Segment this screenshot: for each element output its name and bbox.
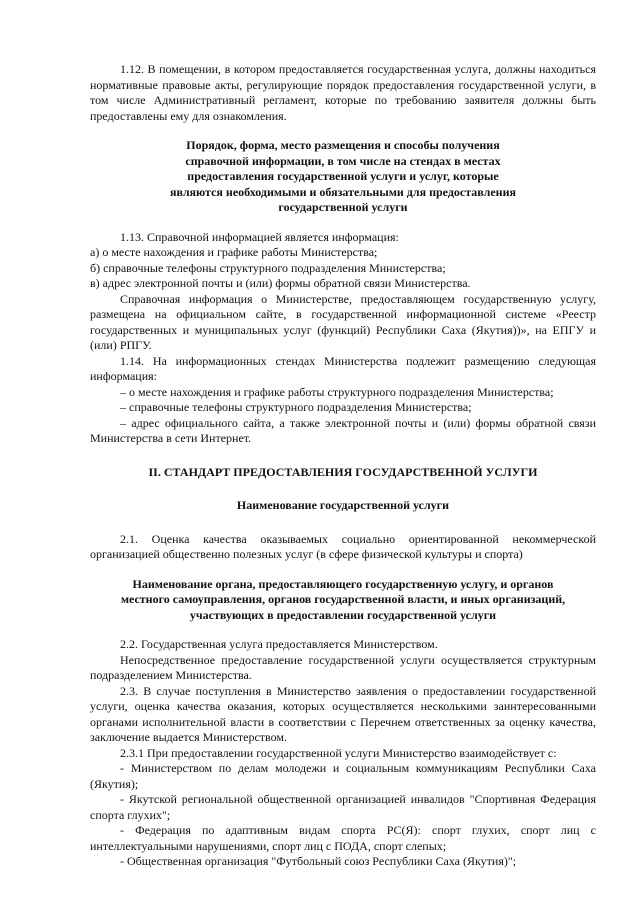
paragraph-2-3-1: 2.3.1 При предоставлении государственной услуги Министерство взаимодействует с: [120, 745, 557, 760]
heading-line: Наименование органа, предоставляющего государственную услугу, и органов [132, 576, 554, 591]
list-item: – о месте нахождения и графике работы структурного подразделения Министерства; [120, 384, 554, 399]
paragraph-1-12: 1.12. В помещении, в котором предоставляется государственная услуга, должны находиться нормативные правовые акты, регулирующие порядок предоставления государственной услуги, в том числе Административный регламент, которые по требованию заявителя должны быть предоставлены ему для ознакомления. [90, 62, 596, 123]
heading-line: справочной информации, в том числе на стендах в местах [185, 153, 501, 168]
list-item: - Общественная организация "Футбольный союз Республики Саха (Якутия)"; [120, 854, 517, 868]
paragraph-1-13: 1.13. Справочной информацией является информация: [120, 229, 399, 244]
heading-line: государственной услуги [278, 200, 408, 214]
paragraph-2-1: 2.1. Оценка качества оказываемых социально ориентированной некоммерческой организацией общественно полезных услуг (в сфере физической культуры и спорта) [90, 531, 596, 561]
paragraph-1-14: 1.14. На информационных стендах Министерства подлежит размещению следующая информация: [90, 353, 596, 383]
list-item: - Федерация по адаптивным видам спорта РС(Я): спорт глухих, спорт лиц с интеллектуальными нарушениями, спорт лиц с ПОДА, спорт слепых; [90, 823, 596, 853]
heading-line: Порядок, форма, место размещения и способы получения [186, 138, 500, 152]
section-2-title: II. СТАНДАРТ ПРЕДОСТАВЛЕНИЯ ГОСУДАРСТВЕННОЙ УСЛУГИ [148, 464, 538, 479]
heading-participating-organs [90, 577, 596, 624]
list-item: в) адрес электронной почты и (или) формы обратной связи Министерства. [90, 276, 471, 290]
paragraph-2-2: 2.2. Государственная услуга предоставляется Министерством. [120, 637, 438, 651]
heading-service-name: Наименование государственной услуги [236, 498, 450, 512]
list-item: а) о месте нахождения и графике работы Министерства; [90, 245, 378, 259]
list-item: - Якутской региональной общественной организацией инвалидов "Спортивная Федерация спорта глухих"; [90, 792, 596, 822]
document-page [90, 62, 596, 870]
paragraph-reference-info: Справочная информация о Министерстве, предоставляющем государственную услугу, размещена на официальном сайте, в государственной информационной системе «Реестр государственных и муниципальных услуг (функций) Республики Саха (Якутия))», на ЕПГУ и (или) РПГУ. [90, 291, 596, 352]
list-item: – адрес официального сайта, а также электронной почты и (или) формы обратной связи Министерства в сети Интернет. [90, 415, 596, 445]
heading-line: участвующих в предоставлении государственной услуги [189, 607, 497, 622]
list-item: – справочные телефоны структурного подразделения Министерства; [120, 400, 472, 414]
heading-line: предоставления государственной услуги и услуг, которые [187, 169, 499, 183]
heading-line: являются необходимыми и обязательными для предоставления [170, 184, 516, 199]
list-item: б) справочные телефоны структурного подразделения Министерства; [90, 260, 446, 275]
paragraph-2-3: 2.3. В случае поступления в Министерство заявления о предоставлении государственной услуги, оценка качества оказания, которых осуществляется несколькими заинтересованными органами исполнительной власти в соответствии с Перечнем ответственных за оценку качества, заключение выдается Министерством. [90, 683, 596, 744]
heading-line: местного самоуправления, органов государственной власти, и иных организаций, [120, 592, 566, 606]
list-item: - Министерством по делам молодежи и социальным коммуникациям Республики Саха (Якутия); [90, 761, 596, 791]
heading-reference-info [90, 138, 596, 216]
paragraph-direct-provision: Непосредственное предоставление государственной услуги осуществляется структурным подразделением Министерства. [90, 652, 596, 682]
